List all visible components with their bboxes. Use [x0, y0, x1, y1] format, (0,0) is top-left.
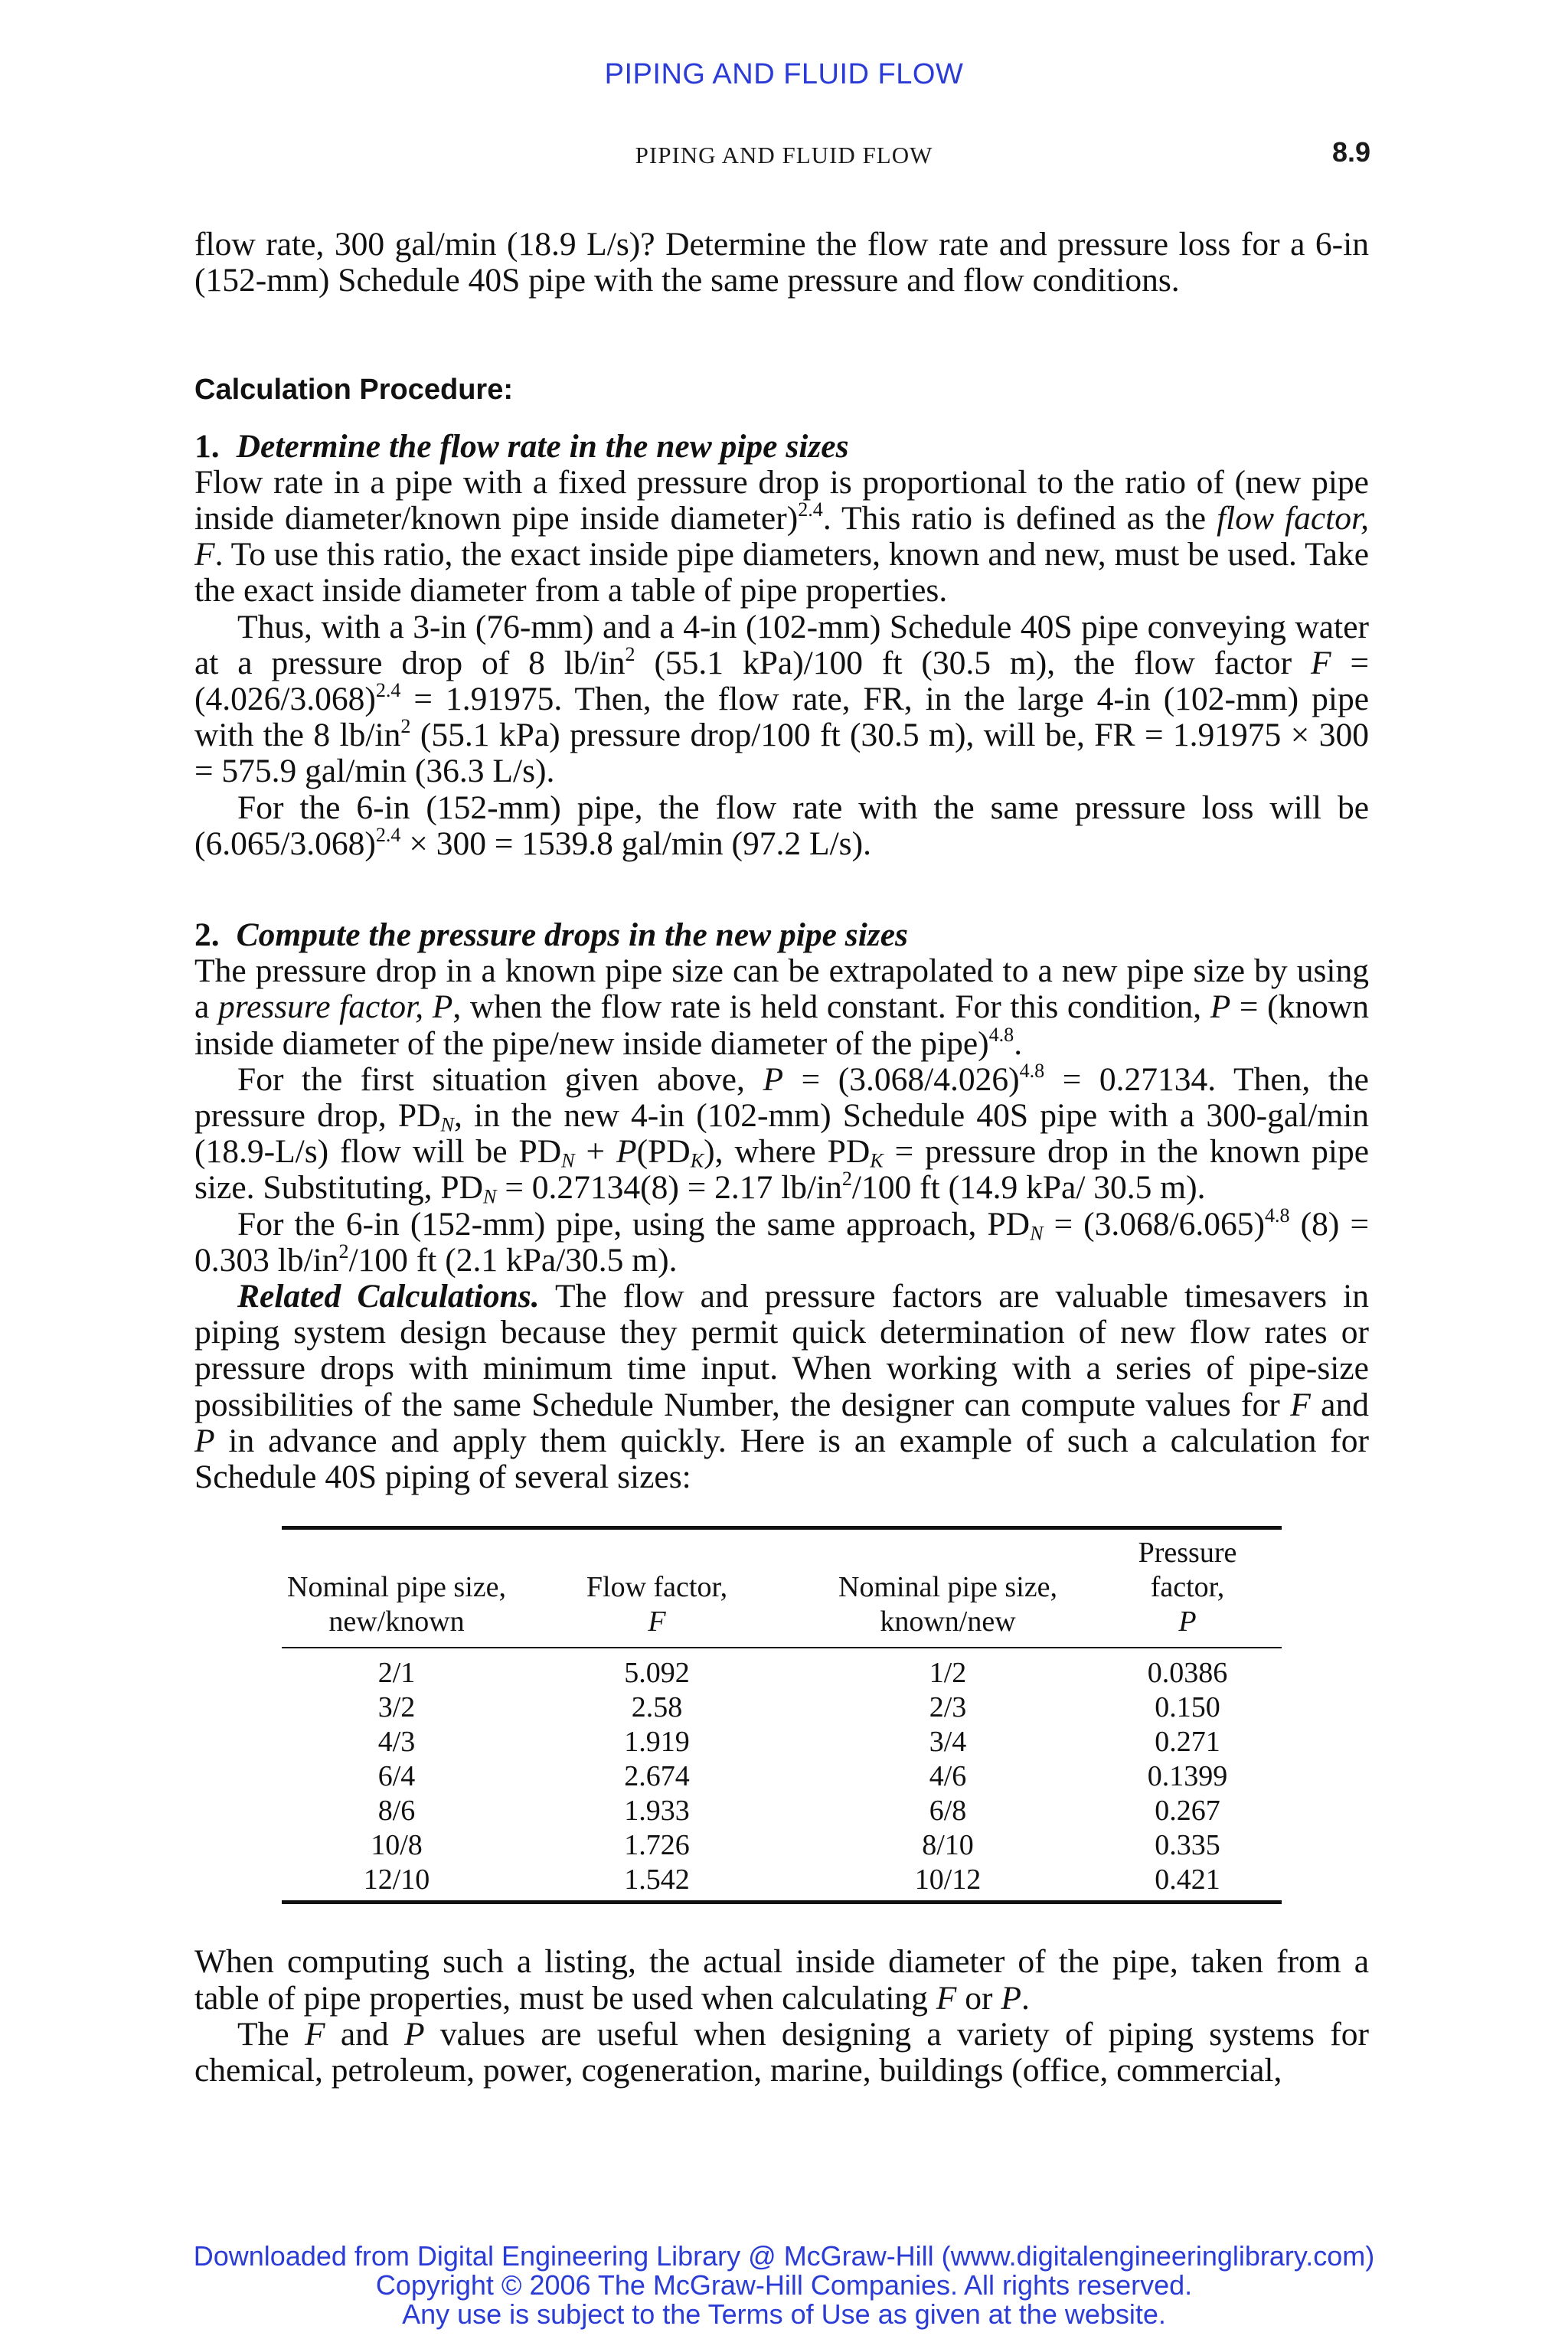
header-known-new: Nominal pipe size, known/new — [802, 1528, 1093, 1648]
factor-table — [282, 1526, 1282, 1904]
step-2-number: 2. — [194, 916, 220, 954]
table-row: 10/8 1.726 8/10 0.335 — [371, 1829, 1220, 1862]
table-row: 12/10 1.542 10/12 0.421 — [363, 1864, 1220, 1896]
closing-paragraph-2: The F and P values are useful when designing a variety of piping systems for chemical, petroleum, power, cogeneration, marine, buildings (office, commercial, — [194, 2015, 1369, 2089]
footer-copyright: Copyright © 2006 The McGraw-Hill Companies. All rights reserved. — [375, 2269, 1193, 2301]
step-2-paragraph-2: For the first situation given above, $P = (3.068/4.026)^{4.8} = 0.27134$. Then, the pressure drop, $PD_N$, in the new 4-in (102-mm) Schedule 40S pipe with a 300-gal/min (18.9-L/s) flow will be $PD_N + P(PD_K)$, where $PD_K$ = pressure drop in the known pipe size. Substituting, $PD_N = 0.27134(8) = 2.17$ $lb/in^2/100$ ft (14.9 kPa/ 30.5 m). — [194, 1059, 1370, 1208]
procedure-heading: Calculation Procedure: — [194, 374, 513, 407]
step-1-paragraph-2: Thus, with a 3-in (76-mm) and a 4-in (102-mm) Schedule 40S pipe conveying water at a pressure drop of 8 $lb/in^2$ (55.1 kPa)/100 ft (30.5 m), the flow factor $F = (4.026/3.068)^{2.4} = 1.91975$. Then, the flow rate, FR, in the large 4-in (102-mm) pipe with the 8 $lb/in^2$ (55.1 kPa) pressure drop/100 ft (30.5 m), will be, FR = 1.91975 × 300 = 575.9 gal/min (36.3 L/s). — [194, 608, 1369, 790]
main-content — [194, 227, 1369, 2089]
table-row: 6/4 2.674 4/6 0.1399 — [377, 1760, 1228, 1793]
table-row: 3/2 2.58 2/3 0.150 — [377, 1691, 1220, 1724]
footer-download-link[interactable]: Downloaded from Digital Engineering Library @ McGraw-Hill (www.digitalengineeringlibrary.com) — [193, 2240, 1375, 2272]
step-1-title: Determine the flow rate in the new pipe sizes — [236, 427, 849, 465]
running-head-title: PIPING AND FLUID FLOW — [635, 142, 933, 168]
header-new-known: Nominal pipe size, new/known — [282, 1528, 511, 1648]
related-calculations-paragraph: Related Calculations. The flow and pressure factors are valuable timesavers in piping system design because they permit quick determination of new flow rates or pressure drops with minimum time input. When working with a series of pipe-size possibilities of the same Schedule Number, the designer can compute values for F and P in advance and apply them quickly. Here is an example of such a calculation for Schedule 40S piping of several sizes: — [194, 1278, 1370, 1496]
step-1-paragraph-1: Flow rate in a pipe with a fixed pressure drop is proportional to the ratio of (new pipe inside diameter/known pipe inside diameter)$^{2.4}$. This ratio is defined as the flow factor, F. To use this ratio, the exact inside pipe diameters, known and new, must be used. Take the exact inside diameter from a table of pipe properties. — [194, 463, 1369, 609]
table-row: 2/1 5.092 1/2 0.0386 — [377, 1657, 1228, 1690]
header-flow-factor: Flow factor, F — [511, 1528, 802, 1648]
table-row: 4/3 1.919 3/4 0.271 — [377, 1726, 1220, 1759]
footer-terms: Any use is subject to the Terms of Use as given at the website. — [402, 2298, 1166, 2330]
step-1-paragraph-3: For the 6-in (152-mm) pipe, the flow rate with the same pressure loss will be $(6.065/3.068)^{2.4} \times 300 = 1539.8$ gal/min (97.2 L/s). — [194, 789, 1369, 862]
top-banner: PIPING AND FLUID FLOW — [604, 58, 964, 90]
step-1-heading — [194, 429, 1369, 465]
step-2-paragraph-3: For the 6-in (152-mm) pipe, using the same approach, $PD_N = (3.068/6.065)^{4.8}$ (8) = 0.303 $lb/in^2/100$ ft (2.1 kPa/30.5 m). — [194, 1204, 1370, 1279]
header-pressure-factor: Pressure factor, P — [1093, 1528, 1282, 1648]
related-calculations-label: Related Calculations. — [237, 1278, 540, 1315]
footer-notice — [0, 2242, 1568, 2329]
table-row: 8/6 1.933 6/8 0.267 — [377, 1795, 1220, 1828]
factor-table-wrapper — [282, 1526, 1282, 1904]
closing-paragraph-1: When computing such a listing, the actual inside diameter of the pipe, taken from a table of pipe properties, must be used when calculating F or P. — [194, 1943, 1369, 2017]
step-2-title: Compute the pressure drops in the new pipe sizes — [236, 916, 908, 954]
table-header-row — [282, 1528, 1282, 1648]
step-2-paragraph-1: The pressure drop in a known pipe size can be extrapolated to a new pipe size by using a pressure factor, P, when the flow rate is held constant. For this condition, P = (known inside diameter of the pipe/new inside diameter of the pipe)$^{4.8}$. — [194, 952, 1369, 1062]
step-2-heading — [194, 917, 1369, 953]
intro-paragraph: flow rate, 300 gal/min (18.9 L/s)? Determine the flow rate and pressure loss for a 6-in (152-mm) Schedule 40S pipe with the same pressure and flow conditions. — [194, 226, 1369, 299]
page-number: 8.9 — [1331, 136, 1370, 168]
step-1-number: 1. — [194, 427, 220, 465]
